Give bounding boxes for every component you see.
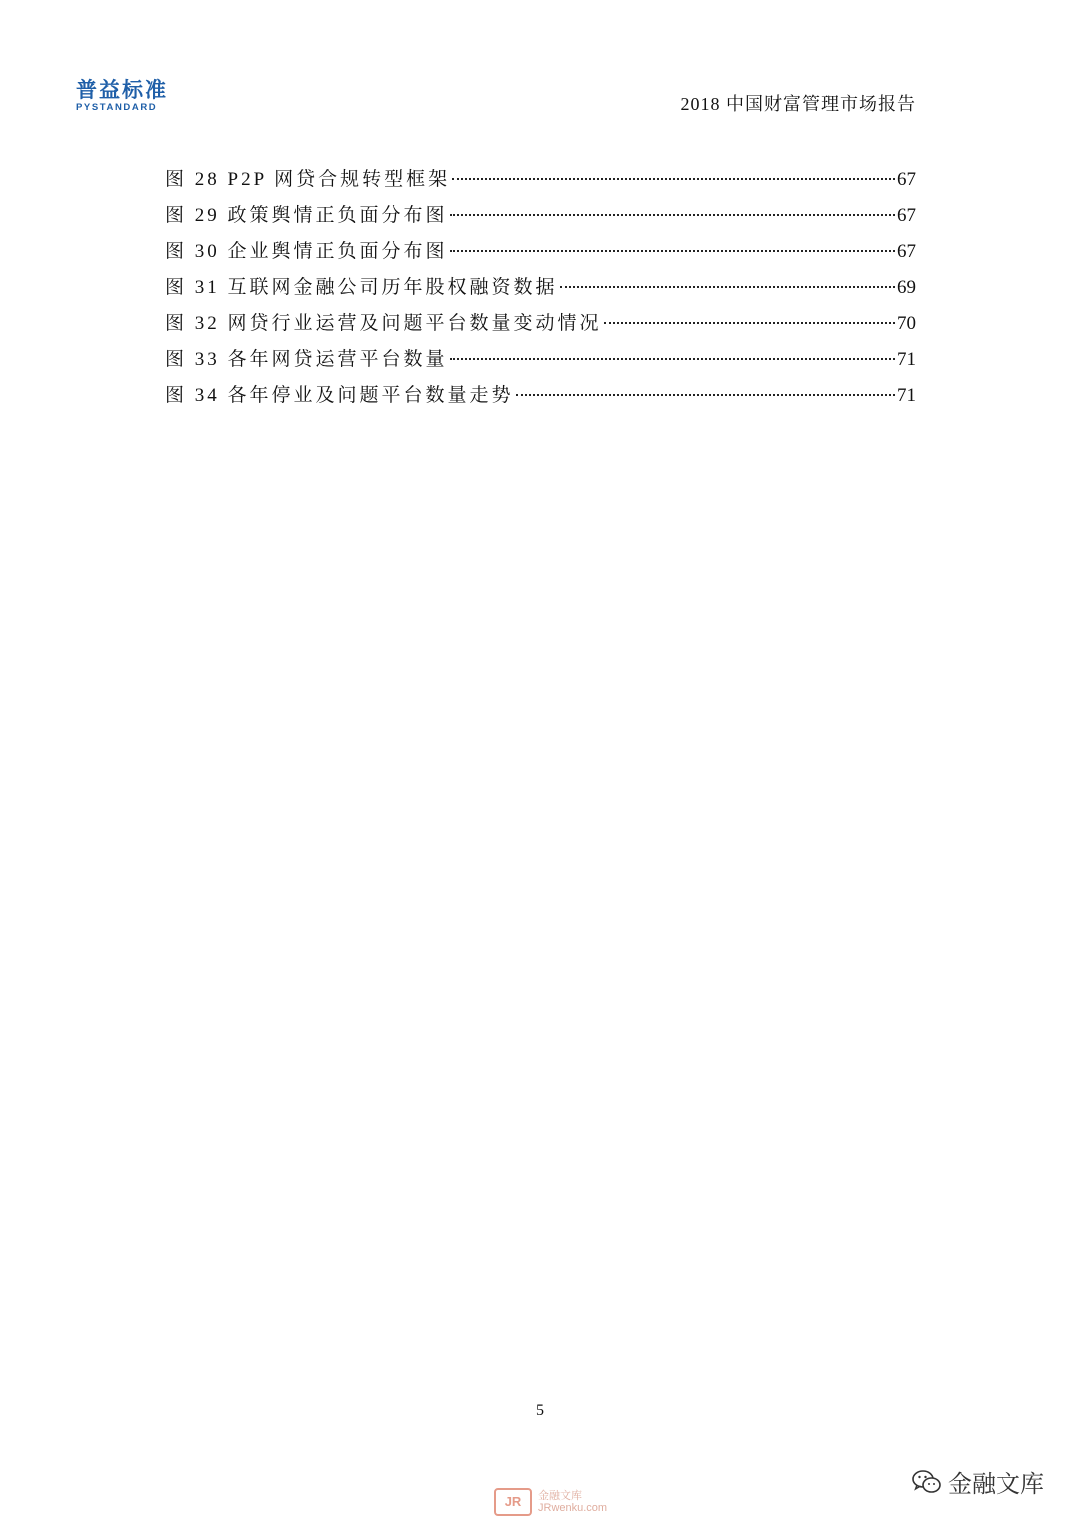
logo-english: PYSTANDARD xyxy=(76,102,158,113)
dot-leader xyxy=(604,322,895,324)
dot-leader xyxy=(452,178,895,180)
toc-entry-page: 67 xyxy=(897,205,916,226)
toc-entry-page: 70 xyxy=(897,313,916,334)
toc-entry-label: 图 29 政策舆情正负面分布图 xyxy=(165,205,448,226)
dot-leader xyxy=(450,214,895,216)
logo xyxy=(76,78,186,114)
toc-entry[interactable] xyxy=(165,270,916,306)
toc-entry-label: 图 31 互联网金融公司历年股权融资数据 xyxy=(165,277,558,298)
site-watermark xyxy=(494,1488,607,1516)
toc-entry[interactable] xyxy=(165,162,916,198)
toc-entry-label: 图 30 企业舆情正负面分布图 xyxy=(165,241,448,262)
dot-leader xyxy=(516,394,895,396)
toc-entry-label: 图 28 P2P 网贷合规转型框架 xyxy=(165,169,451,190)
dot-leader xyxy=(450,250,895,252)
toc-entry[interactable] xyxy=(165,234,916,270)
site-watermark-name: 金融文库 xyxy=(538,1489,582,1502)
site-watermark-badge: JR xyxy=(494,1488,532,1516)
toc-entry-label: 图 32 网贷行业运营及问题平台数量变动情况 xyxy=(165,313,602,334)
toc-entry[interactable] xyxy=(165,342,916,378)
toc-entry[interactable] xyxy=(165,378,916,414)
toc-entry-label: 图 33 各年网贷运营平台数量 xyxy=(165,349,448,370)
toc-entry-page: 67 xyxy=(897,241,916,262)
wechat-watermark xyxy=(912,1464,1044,1499)
dot-leader xyxy=(450,358,895,360)
toc-entry-page: 71 xyxy=(897,349,916,370)
page-number: 5 xyxy=(536,1402,544,1419)
toc-entry[interactable] xyxy=(165,306,916,342)
report-title: 2018 中国财富管理市场报告 xyxy=(680,94,916,114)
toc-entry-page: 69 xyxy=(897,277,916,298)
site-watermark-url: JRwenku.com xyxy=(538,1502,608,1514)
figure-list xyxy=(165,162,916,414)
dot-leader xyxy=(560,286,895,288)
wechat-icon xyxy=(912,1469,942,1495)
toc-entry-label: 图 34 各年停业及问题平台数量走势 xyxy=(165,385,514,406)
toc-entry-page: 71 xyxy=(897,385,916,406)
logo-chinese: 普益标准 xyxy=(76,78,168,102)
wechat-watermark-text: 金融文库 xyxy=(948,1470,1044,1498)
toc-entry-page: 67 xyxy=(897,169,916,190)
toc-entry[interactable] xyxy=(165,198,916,234)
